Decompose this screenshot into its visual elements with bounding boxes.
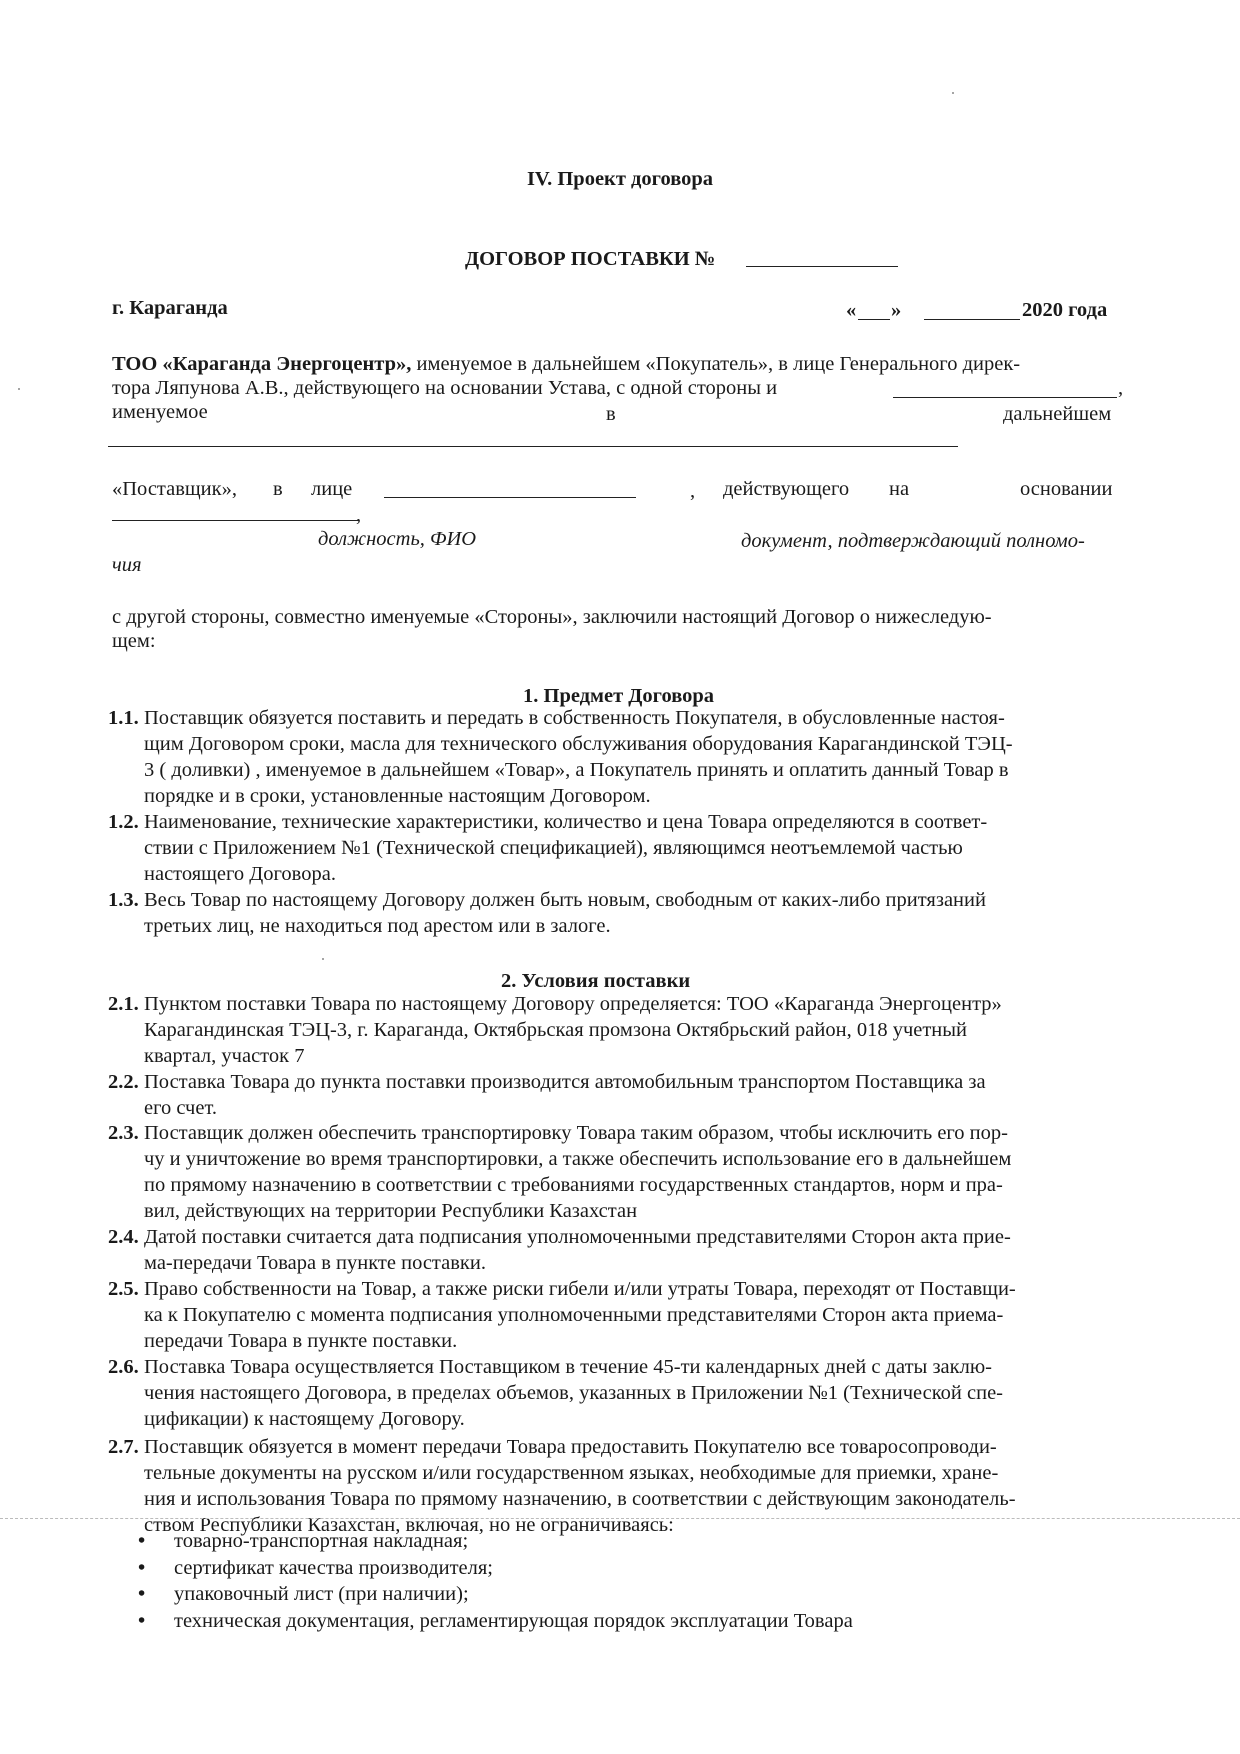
na-word: на (889, 478, 910, 500)
clause-line: Поставка Товара осуществляется Поставщиком в течение 45-ти календарных дней с даты заклю- (144, 1356, 992, 1378)
clause-line: ния и использования Товара по прямому назначению, в соответствии с действующим законодатель- (144, 1488, 1016, 1510)
bullet-icon: • (138, 1583, 146, 1605)
clause-line: передачи Товара в пункте поставки. (144, 1330, 458, 1352)
clause-text (144, 887, 1128, 939)
clause-line: Поставка Товара до пункта поставки производится автомобильным транспортом Поставщика за (144, 1071, 986, 1093)
clause-line: ма-передачи Товара в пункте поставки. (144, 1252, 486, 1274)
contract-number-blank (746, 266, 898, 267)
basis-word: основании (1020, 478, 1113, 500)
preamble-closing-1: с другой стороны, совместно именуемые «Стороны», заключили настоящий Договор о нижеследую- (112, 606, 992, 628)
clause-line: его счет. (144, 1097, 218, 1119)
clause-line: ствии с Приложением №1 (Технической спецификацией), являющимся неотъемлемой частью (144, 837, 963, 859)
litse-word: лице (311, 478, 353, 500)
preamble-line-3b: в (606, 403, 616, 425)
section-title: IV. Проект договора (526, 168, 714, 190)
contract-title: ДОГОВОР ПОСТАВКИ № (465, 248, 716, 270)
clause-line: ка к Покупателю с момента подписания уполномоченными представителями Сторон акта приема- (144, 1304, 1004, 1326)
clause-2-3 (108, 1120, 1128, 1224)
preamble-line-3c: дальнейшем (1003, 403, 1112, 425)
clause-line: щим Договором сроки, масла для технического обслуживания оборудования Карагандинской ТЭЦ- (144, 733, 1013, 755)
clause-2-5 (108, 1276, 1128, 1354)
clause-number: 2.7. (108, 1436, 139, 1458)
clause-2-2 (108, 1069, 1128, 1121)
preamble-line-3a: именуемое (112, 401, 208, 423)
bullet-item (138, 1528, 853, 1555)
hint-position: должность, ФИО (318, 528, 477, 550)
clause-number: 2.1. (108, 993, 139, 1015)
clause-line: ством Республики Казахстан, включая, но не ограничиваясь: (144, 1514, 674, 1536)
date-close-quote: » (891, 299, 902, 321)
scan-speck (18, 388, 20, 390)
clause-1-1 (108, 705, 1128, 809)
clause-line: порядке и в сроки, установленные настоящим Договором. (144, 785, 651, 807)
clause-number: 1.2. (108, 811, 139, 833)
clause-line: Наименование, технические характеристики, количество и цена Товара определяются в соответ- (144, 811, 988, 833)
city: г. Караганда (112, 297, 228, 319)
section-2-heading: 2. Условия поставки (501, 970, 691, 992)
month-blank (924, 319, 1020, 320)
clause-number: 2.2. (108, 1071, 139, 1093)
scan-fold-line (0, 1518, 1240, 1519)
clause-number: 2.4. (108, 1226, 139, 1248)
clause-number: 1.1. (108, 707, 139, 729)
basis-document-blank (112, 520, 358, 521)
bullet-item (138, 1555, 853, 1582)
clause-2-4 (108, 1224, 1128, 1276)
clause-text (144, 1224, 1128, 1276)
bullet-text: товарно-транспортная накладная; (174, 1530, 469, 1552)
section-1-heading: 1. Предмет Договора (523, 685, 715, 707)
comma-word-2: , (356, 504, 362, 526)
clause-line: тельные документы на русском и/или государственном языках, необходимые для приемки, хране- (144, 1462, 999, 1484)
supplier-name-blank (893, 397, 1117, 398)
day-blank (858, 319, 890, 320)
acting-word: действующего (723, 478, 850, 500)
clause-line: третьих лиц, не находиться под арестом или в залоге. (144, 915, 611, 937)
bullet-item (138, 1581, 853, 1608)
clause-line: Право собственности на Товар, а также риски гибели и/или утраты Товара, переходят от Поставщи- (144, 1278, 1016, 1300)
clause-line: Датой поставки считается дата подписания уполномоченными представителями Сторон акта прие- (144, 1226, 1011, 1248)
clause-line: по прямому назначению в соответствии с требованиями государственных стандартов, норм и пра- (144, 1174, 1003, 1196)
clause-text (144, 1354, 1128, 1432)
clause-number: 1.3. (108, 889, 139, 911)
preamble-closing-2: щем: (112, 630, 156, 652)
clause-line: Поставщик обязуется в момент передачи Товара предоставить Покупателю все товаросопроводи- (144, 1436, 997, 1458)
clause-text (144, 1120, 1128, 1224)
clause-text (144, 1434, 1128, 1538)
position-name-blank (384, 497, 636, 498)
clause-2-7 (108, 1434, 1128, 1538)
supplier-full-name-blank (108, 446, 958, 447)
clause-line: Поставщик обязуется поставить и передать в собственность Покупателя, в обусловленные настоя- (144, 707, 1005, 729)
hint-document-cont: чия (112, 554, 142, 576)
scan-speck (952, 92, 954, 94)
v-word: в (273, 478, 283, 500)
clause-text (144, 705, 1128, 809)
bullet-icon: • (138, 1530, 146, 1552)
clause-line: вил, действующих на территории Республики Казахстан (144, 1200, 638, 1222)
buyer-name: ТОО «Караганда Энергоцентр», (112, 353, 412, 375)
bullet-text: техническая документация, регламентирующая порядок эксплуатации Товара (174, 1609, 853, 1632)
clause-number: 2.3. (108, 1122, 139, 1144)
clause-number: 2.5. (108, 1278, 139, 1300)
clause-line: Весь Товар по настоящему Договору должен быть новым, свободным от каких-либо притязаний (144, 889, 986, 911)
preamble-comma: , (1118, 377, 1124, 399)
bullet-item (138, 1608, 853, 1635)
clause-2-6 (108, 1354, 1128, 1432)
clause-line: Пунктом поставки Товара по настоящему Договору определяется: ТОО «Караганда Энергоцентр» (144, 993, 1002, 1015)
bullet-text: упаковочный лист (при наличии); (174, 1583, 469, 1605)
clause-line: чу и уничтожение во время транспортировки, а также обеспечить использование его в дальнейшем (144, 1148, 1012, 1170)
date-year: 2020 года (1022, 299, 1108, 321)
scan-speck (322, 958, 324, 960)
clause-line: Поставщик должен обеспечить транспортировку Товара таким образом, чтобы исключить его пор- (144, 1122, 1008, 1144)
clause-text (144, 1276, 1128, 1354)
document-list (138, 1528, 853, 1634)
clause-line: квартал, участок 7 (144, 1045, 305, 1067)
clause-line: цификации) к настоящему Договору. (144, 1408, 465, 1430)
supplier-label: «Поставщик», (112, 478, 237, 500)
bullet-icon: • (138, 1556, 146, 1579)
date-open-quote: « (846, 299, 857, 321)
clause-line: Карагандинская ТЭЦ-3, г. Караганда, Октябрьская промзона Октябрьский район, 018 учетный (144, 1019, 968, 1041)
clause-line: чения настоящего Договора, в пределах объемов, указанных в Приложении №1 (Технической спе- (144, 1382, 1003, 1404)
clause-2-1 (108, 991, 1128, 1069)
bullet-text: сертификат качества производителя; (174, 1556, 494, 1579)
clause-1-2 (108, 809, 1128, 887)
clause-line: 3 ( доливки) , именуемое в дальнейшем «Товар», а Покупатель принять и оплатить данный Товар в (144, 759, 1009, 781)
preamble-line-1: ТОО «Караганда Энергоцентр», именуемое в дальнейшем «Покупатель», в лице Генерального дирек- (112, 353, 1021, 375)
clause-text (144, 1069, 1128, 1121)
clause-text (144, 991, 1128, 1069)
clause-1-3 (108, 887, 1128, 939)
clause-text (144, 809, 1128, 887)
hint-document: документ, подтверждающий полномо- (741, 530, 1085, 552)
comma-word: , (690, 480, 696, 502)
bullet-icon: • (138, 1609, 146, 1632)
clause-line: настоящего Договора. (144, 863, 336, 885)
preamble-line-2: тора Ляпунова А.В., действующего на основании Устава, с одной стороны и (112, 377, 778, 399)
clause-number: 2.6. (108, 1356, 139, 1378)
